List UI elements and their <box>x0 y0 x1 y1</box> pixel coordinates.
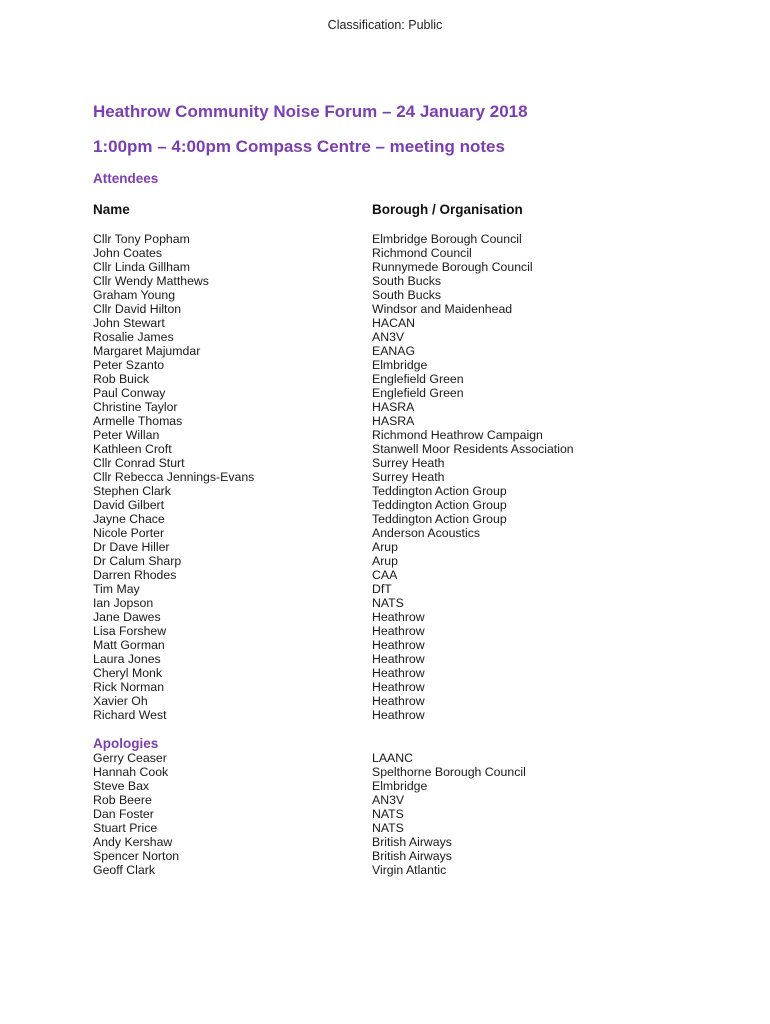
organisation-name: Englefield Green <box>372 386 464 400</box>
attendee-row <box>0 554 770 568</box>
attendee-row <box>0 232 770 246</box>
organisation-name: British Airways <box>372 849 452 863</box>
organisation-name: Virgin Atlantic <box>372 863 447 877</box>
organisation-name: Heathrow <box>372 624 425 638</box>
organisation-name: AN3V <box>372 330 405 344</box>
apology-row <box>0 751 770 765</box>
person-name: Stuart Price <box>93 821 158 835</box>
person-name: Tim May <box>93 582 140 596</box>
attendee-row <box>0 540 770 554</box>
person-name: Margaret Majumdar <box>93 344 201 358</box>
person-name: Xavier Oh <box>93 694 148 708</box>
attendee-row <box>0 498 770 512</box>
person-name: Graham Young <box>93 288 176 302</box>
organisation-name: NATS <box>372 807 404 821</box>
attendee-row <box>0 484 770 498</box>
attendee-row <box>0 526 770 540</box>
organisation-name: AN3V <box>372 793 405 807</box>
organisation-name: CAA <box>372 568 398 582</box>
person-name: Rosalie James <box>93 330 174 344</box>
document-title: Heathrow Community Noise Forum – 24 January 2018 <box>93 102 528 121</box>
organisation-name: HASRA <box>372 414 415 428</box>
attendee-row <box>0 302 770 316</box>
organisation-name: Teddington Action Group <box>372 498 507 512</box>
organisation-name: Heathrow <box>372 694 425 708</box>
person-name: Rob Buick <box>93 372 150 386</box>
attendee-row <box>0 512 770 526</box>
attendee-row <box>0 288 770 302</box>
person-name: Jane Dawes <box>93 610 161 624</box>
apology-row <box>0 779 770 793</box>
attendee-row <box>0 372 770 386</box>
attendee-row <box>0 680 770 694</box>
person-name: Steve Bax <box>93 779 150 793</box>
person-name: Hannah Cook <box>93 765 169 779</box>
organisation-name: Stanwell Moor Residents Association <box>372 442 574 456</box>
organisation-column-header: Borough / Organisation <box>372 202 523 217</box>
person-name: Dan Foster <box>93 807 154 821</box>
apologies-heading: Apologies <box>93 736 159 751</box>
person-name: Andy Kershaw <box>93 835 173 849</box>
organisation-name: NATS <box>372 596 404 610</box>
organisation-name: Windsor and Maidenhead <box>372 302 513 316</box>
attendee-row <box>0 470 770 484</box>
person-name: Rob Beere <box>93 793 152 807</box>
person-name: Gerry Ceaser <box>93 751 167 765</box>
organisation-name: Elmbridge <box>372 358 428 372</box>
organisation-name: Spelthorne Borough Council <box>372 765 526 779</box>
attendee-row <box>0 414 770 428</box>
attendee-row <box>0 638 770 652</box>
attendee-list <box>0 232 770 722</box>
organisation-name: Heathrow <box>372 666 425 680</box>
person-name: David Gilbert <box>93 498 165 512</box>
organisation-name: Heathrow <box>372 610 425 624</box>
attendee-row <box>0 456 770 470</box>
organisation-name: HASRA <box>372 400 415 414</box>
organisation-name: LAANC <box>372 751 414 765</box>
organisation-name: Runnymede Borough Council <box>372 260 533 274</box>
apology-row <box>0 849 770 863</box>
organisation-name: South Bucks <box>372 274 442 288</box>
attendee-row <box>0 624 770 638</box>
person-name: Cllr Linda Gillham <box>93 260 191 274</box>
organisation-name: Heathrow <box>372 680 425 694</box>
organisation-name: Arup <box>372 540 398 554</box>
organisation-name: Teddington Action Group <box>372 512 507 526</box>
person-name: Ian Jopson <box>93 596 154 610</box>
person-name: Paul Conway <box>93 386 166 400</box>
attendee-row <box>0 582 770 596</box>
person-name: Richard West <box>93 708 167 722</box>
person-name: Spencer Norton <box>93 849 180 863</box>
person-name: John Stewart <box>93 316 165 330</box>
person-name: Kathleen Croft <box>93 442 172 456</box>
attendee-row <box>0 652 770 666</box>
attendee-row <box>0 274 770 288</box>
organisation-name: NATS <box>372 821 404 835</box>
organisation-name: Teddington Action Group <box>372 484 507 498</box>
organisation-name: DfT <box>372 582 392 596</box>
person-name: Darren Rhodes <box>93 568 177 582</box>
organisation-name: Anderson Acoustics <box>372 526 480 540</box>
person-name: Dr Calum Sharp <box>93 554 182 568</box>
person-name: Dr Dave Hiller <box>93 540 170 554</box>
name-column-header: Name <box>93 202 130 217</box>
organisation-name: EANAG <box>372 344 416 358</box>
attendee-row <box>0 316 770 330</box>
apology-row <box>0 821 770 835</box>
person-name: Cheryl Monk <box>93 666 163 680</box>
person-name: Laura Jones <box>93 652 161 666</box>
person-name: Rick Norman <box>93 680 165 694</box>
document-subtitle: 1:00pm – 4:00pm Compass Centre – meeting notes <box>93 137 505 156</box>
attendee-row <box>0 400 770 414</box>
person-name: Jayne Chace <box>93 512 165 526</box>
attendee-row <box>0 442 770 456</box>
classification-label: Classification: Public <box>327 18 443 32</box>
attendee-row <box>0 358 770 372</box>
organisation-name: Arup <box>372 554 398 568</box>
person-name: Cllr Conrad Sturt <box>93 456 185 470</box>
organisation-name: South Bucks <box>372 288 442 302</box>
person-name: Cllr Wendy Matthews <box>93 274 209 288</box>
apology-row <box>0 835 770 849</box>
organisation-name: Englefield Green <box>372 372 464 386</box>
organisation-name: Surrey Heath <box>372 456 445 470</box>
attendee-row <box>0 694 770 708</box>
person-name: Cllr Rebecca Jennings-Evans <box>93 470 255 484</box>
person-name: Cllr David Hilton <box>93 302 182 316</box>
person-name: Cllr Tony Popham <box>93 232 190 246</box>
attendee-row <box>0 330 770 344</box>
attendee-row <box>0 260 770 274</box>
attendee-row <box>0 596 770 610</box>
person-name: Peter Szanto <box>93 358 165 372</box>
person-name: Peter Willan <box>93 428 160 442</box>
organisation-name: Surrey Heath <box>372 470 445 484</box>
organisation-name: Richmond Council <box>372 246 472 260</box>
attendee-row <box>0 708 770 722</box>
person-name: Christine Taylor <box>93 400 178 414</box>
attendee-row <box>0 666 770 680</box>
attendee-row <box>0 344 770 358</box>
apology-row <box>0 765 770 779</box>
apology-list <box>0 751 770 877</box>
person-name: Lisa Forshew <box>93 624 167 638</box>
person-name: Geoff Clark <box>93 863 155 877</box>
apology-row <box>0 863 770 877</box>
apology-row <box>0 807 770 821</box>
attendee-row <box>0 610 770 624</box>
attendee-row <box>0 386 770 400</box>
attendee-row <box>0 568 770 582</box>
organisation-name: Heathrow <box>372 708 425 722</box>
person-name: Stephen Clark <box>93 484 171 498</box>
attendee-row <box>0 428 770 442</box>
organisation-name: HACAN <box>372 316 416 330</box>
organisation-name: Heathrow <box>372 652 425 666</box>
organisation-name: Richmond Heathrow Campaign <box>372 428 543 442</box>
organisation-name: Heathrow <box>372 638 425 652</box>
attendee-row <box>0 246 770 260</box>
organisation-name: Elmbridge Borough Council <box>372 232 522 246</box>
apology-row <box>0 793 770 807</box>
person-name: Matt Gorman <box>93 638 165 652</box>
person-name: Armelle Thomas <box>93 414 183 428</box>
organisation-name: British Airways <box>372 835 452 849</box>
organisation-name: Elmbridge <box>372 779 428 793</box>
attendees-heading: Attendees <box>93 171 159 186</box>
person-name: John Coates <box>93 246 163 260</box>
person-name: Nicole Porter <box>93 526 165 540</box>
